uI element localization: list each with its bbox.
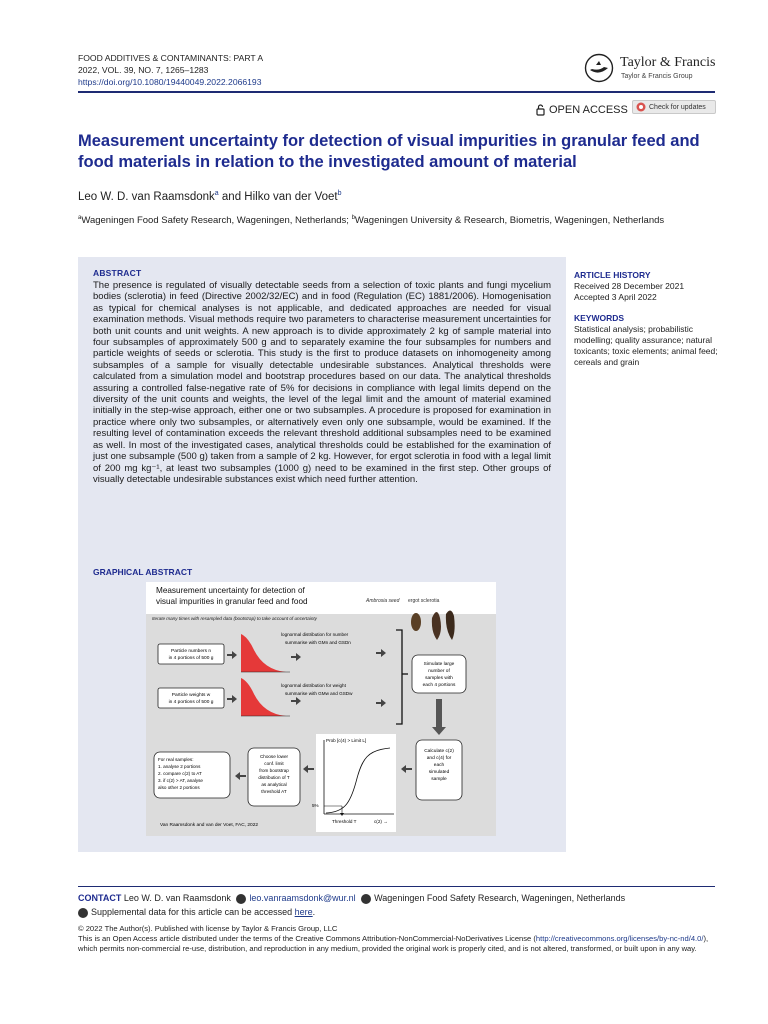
- real-samples-line: 3. if c(2) > AT, analyse: [158, 778, 203, 783]
- graphical-abstract-heading: GRAPHICAL ABSTRACT: [93, 567, 193, 577]
- address-icon: [361, 894, 371, 904]
- choose-line: Choose lower: [259, 754, 289, 759]
- affiliation-a: Wageningen Food Safety Research, Wageningen, Netherlands;: [81, 215, 352, 227]
- calculate-line: Calculate c(2): [424, 749, 454, 754]
- ambrosia-seed-label: Ambrosia seed: [366, 598, 400, 604]
- ga-title-line1: Measurement uncertainty for detection of: [156, 586, 305, 595]
- lamp-icon: [582, 53, 616, 83]
- contact-line: [78, 892, 718, 905]
- email-icon: [236, 894, 246, 904]
- choose-line: conf. limit: [264, 761, 284, 766]
- keywords-list: Statistical analysis; probabilistic modelling; quality assurance; natural toxicants; toxic elements; animal feed; cereals and grain: [574, 324, 718, 367]
- refresh-icon: [636, 102, 646, 112]
- choose-line: distribution of T: [258, 775, 290, 780]
- five-percent-label: 5%: [312, 803, 319, 808]
- graphical-abstract-diagram: [146, 582, 496, 836]
- copyright-line: © 2022 The Author(s). Published with license by Taylor & Francis Group, LLC: [78, 924, 338, 933]
- weights-box: [158, 688, 224, 708]
- license-text: [78, 934, 718, 954]
- numbers-box-line1: Particle numbers n: [171, 649, 211, 654]
- affiliation-marker: b: [351, 215, 355, 221]
- author-separator: and: [218, 190, 245, 203]
- volume-info: 2022, VOL. 39, NO. 7, 1265–1283: [78, 65, 209, 75]
- publisher-group: Taylor & Francis Group: [621, 73, 693, 80]
- doi-link[interactable]: https://doi.org/10.1080/19440049.2022.2066193: [78, 77, 262, 87]
- contact-name: Leo W. D. van Raamsdonk: [123, 893, 231, 903]
- license-link[interactable]: http://creativecommons.org/licenses/by-nc-nd/4.0/: [535, 934, 704, 943]
- supplemental-link[interactable]: here: [294, 907, 313, 917]
- article-title: Measurement uncertainty for detection of visual impurities in granular feed and food materials in relation to the investigated amount of material: [78, 132, 700, 171]
- author-list: [78, 190, 342, 203]
- choose-line: as analytical: [261, 782, 287, 787]
- real-samples-line: For real samples:: [158, 757, 194, 762]
- ambrosia-seed-image: [411, 613, 421, 631]
- ga-title-line2: visual impurities in granular feed and food: [156, 597, 308, 606]
- license-suffix: ), which permits non-commercial re-use, distribution, and reproduction in any medium, provided the original work is properly cited, and is not altered, transformed, or built upon in any way.: [78, 934, 709, 953]
- c2-axis-label: c(2) →: [374, 819, 388, 824]
- journal-name: FOOD ADDITIVES & CONTAMINANTS: PART A: [78, 53, 264, 63]
- contact-email-link[interactable]: leo.vanraamsdonk@wur.nl: [249, 893, 356, 903]
- real-samples-line: also other 2 portions: [158, 785, 200, 790]
- calculate-line: each: [433, 763, 445, 768]
- simulate-line: number of: [428, 669, 450, 674]
- affiliations: [78, 212, 718, 227]
- weights-box-line2: in 4 portions of 500 g: [168, 700, 214, 705]
- license-prefix: This is an Open Access article distributed under the terms of the Creative Commons Attribution-NonCommercial-NoDerivatives License (: [78, 934, 536, 943]
- affiliation-marker: b: [337, 190, 342, 197]
- choose-line: from bootstrap: [259, 768, 289, 773]
- article-history-heading: ARTICLE HISTORY: [574, 270, 651, 280]
- publisher-logo[interactable]: [580, 53, 720, 85]
- supplemental-icon: [78, 908, 88, 918]
- threshold-label: Threshold T: [332, 819, 357, 824]
- check-for-updates-button[interactable]: [632, 100, 716, 114]
- article-sidebar: [574, 270, 724, 368]
- supplemental-end: .: [312, 907, 316, 917]
- affiliation-marker: a: [214, 190, 219, 197]
- real-samples-line: 2. compare c(2) to AT: [158, 771, 202, 776]
- graphical-abstract-figure[interactable]: [146, 582, 496, 836]
- open-access-label: OPEN ACCESS: [549, 104, 628, 116]
- check-for-updates-label: Check for updates: [649, 103, 706, 111]
- number-distribution-line1: lognormal distribution for number: [281, 632, 349, 637]
- weight-distribution-line1: lognormal distribution for weight: [281, 683, 346, 688]
- open-access-badge: [536, 104, 628, 116]
- figure-credit: Van Raamsdonk and van der Voet, FAC, 2022: [160, 823, 259, 828]
- weights-box-line1: Particle weights w: [171, 693, 211, 698]
- affiliation-b: Wageningen University & Research, Biometris, Wageningen, Netherlands: [354, 215, 665, 227]
- calculate-line: and c(4) for: [426, 756, 452, 761]
- choose-line: threshold AT: [261, 789, 287, 794]
- footer-rule: [78, 886, 715, 887]
- bootstrap-note: Iterate many times with resampled data (bootstrap) to take account of uncertainty: [152, 616, 317, 621]
- abstract-heading: ABSTRACT: [93, 268, 142, 278]
- author-name[interactable]: Hilko van der Voet: [244, 190, 338, 203]
- real-samples-line: 1. analyse 2 portions: [158, 764, 201, 769]
- abstract-text: The presence is regulated of visually detectable seeds from a selection of toxic plants and fungi mycelium bodies (sclerotia) in feed (Directive 2002/32/EC) and in food (Regulation (EC) 1881/2006). Homogenisation as typical for chemical analyses is not applicable, and dedicated approaches are needed for visual examination methods. Visual methods require two parameters to characterise measurement uncertainties for both unit counts and unit weights. A new approach is to divide approximately 2 kg of sample material into four subsamples of approximately 500 g and to separately examine the four subsamples for numbers and particle weights of seeds or sclerotia. This study is the first to produce datasets on inhomogeneity among subsamples of a sample for visually detectable undesirable substances. Analytical thresholds were calculated from a simulation model and bootstrap procedures based on our data. The analytical thresholds assuring a controlled false-negative rate of 5% for decisions in compliance with legal limits depend on the diversity of the unit counts and weights, the level of the legal limit and the amount of material examined initially in the step-wise approach, either one or two subsamples. A procedure is proposed for examination in practice where only two subsamples, or alternatively even only one subsample, would be examined. If the resulting level of contamination exceeds the relevant threshold additional subsamples need to be examined as well. In most of the investigated cases, analytical thresholds could be established for the examination of just one subsample (500 g) taken from a sample of 2 kg. However, for ergot sclerotia in food with a legal limit of 200 mg kg⁻¹, at least two subsamples (1000 g) need to be examined in the first step. Other groups of visually detectable undesirable substances exist which need further attention.: [93, 280, 551, 485]
- keywords-heading: KEYWORDS: [574, 313, 625, 323]
- publisher-name: Taylor & Francis: [620, 55, 716, 70]
- contact-label: CONTACT: [78, 893, 122, 903]
- open-lock-icon: [536, 104, 545, 116]
- supplemental-note: [78, 907, 315, 918]
- simulate-line: samples with: [425, 676, 453, 681]
- numbers-box-line2: in 4 portions of 500 g: [168, 656, 214, 661]
- affiliation-marker: a: [78, 215, 82, 221]
- probability-label: Prob [c(4) > Limit L]: [326, 738, 367, 743]
- supplemental-text: Supplemental data for this article can be accessed: [91, 907, 295, 917]
- simulate-line: each 4 portions: [422, 683, 456, 688]
- weight-distribution-line2: summarise with GMw and GSDw: [285, 691, 353, 696]
- abstract-panel: [78, 257, 566, 852]
- author-name[interactable]: Leo W. D. van Raamsdonk: [78, 190, 215, 203]
- accepted-date: Accepted 3 April 2022: [574, 292, 657, 302]
- simulate-line: Simulate large: [423, 662, 455, 667]
- ergot-sclerotia-label: ergot sclerotia: [408, 598, 440, 604]
- received-date: Received 28 December 2021: [574, 281, 685, 291]
- journal-header: [78, 52, 263, 88]
- header-rule: [78, 91, 715, 93]
- contact-affiliation: Wageningen Food Safety Research, Wageningen, Netherlands: [374, 893, 626, 903]
- copyright-block: [78, 924, 718, 954]
- calculate-line: simulated: [428, 770, 450, 775]
- numbers-box: [158, 644, 224, 664]
- calculate-line: sample: [431, 777, 447, 782]
- number-distribution-line2: summarise with GMn and GSDn: [285, 640, 351, 645]
